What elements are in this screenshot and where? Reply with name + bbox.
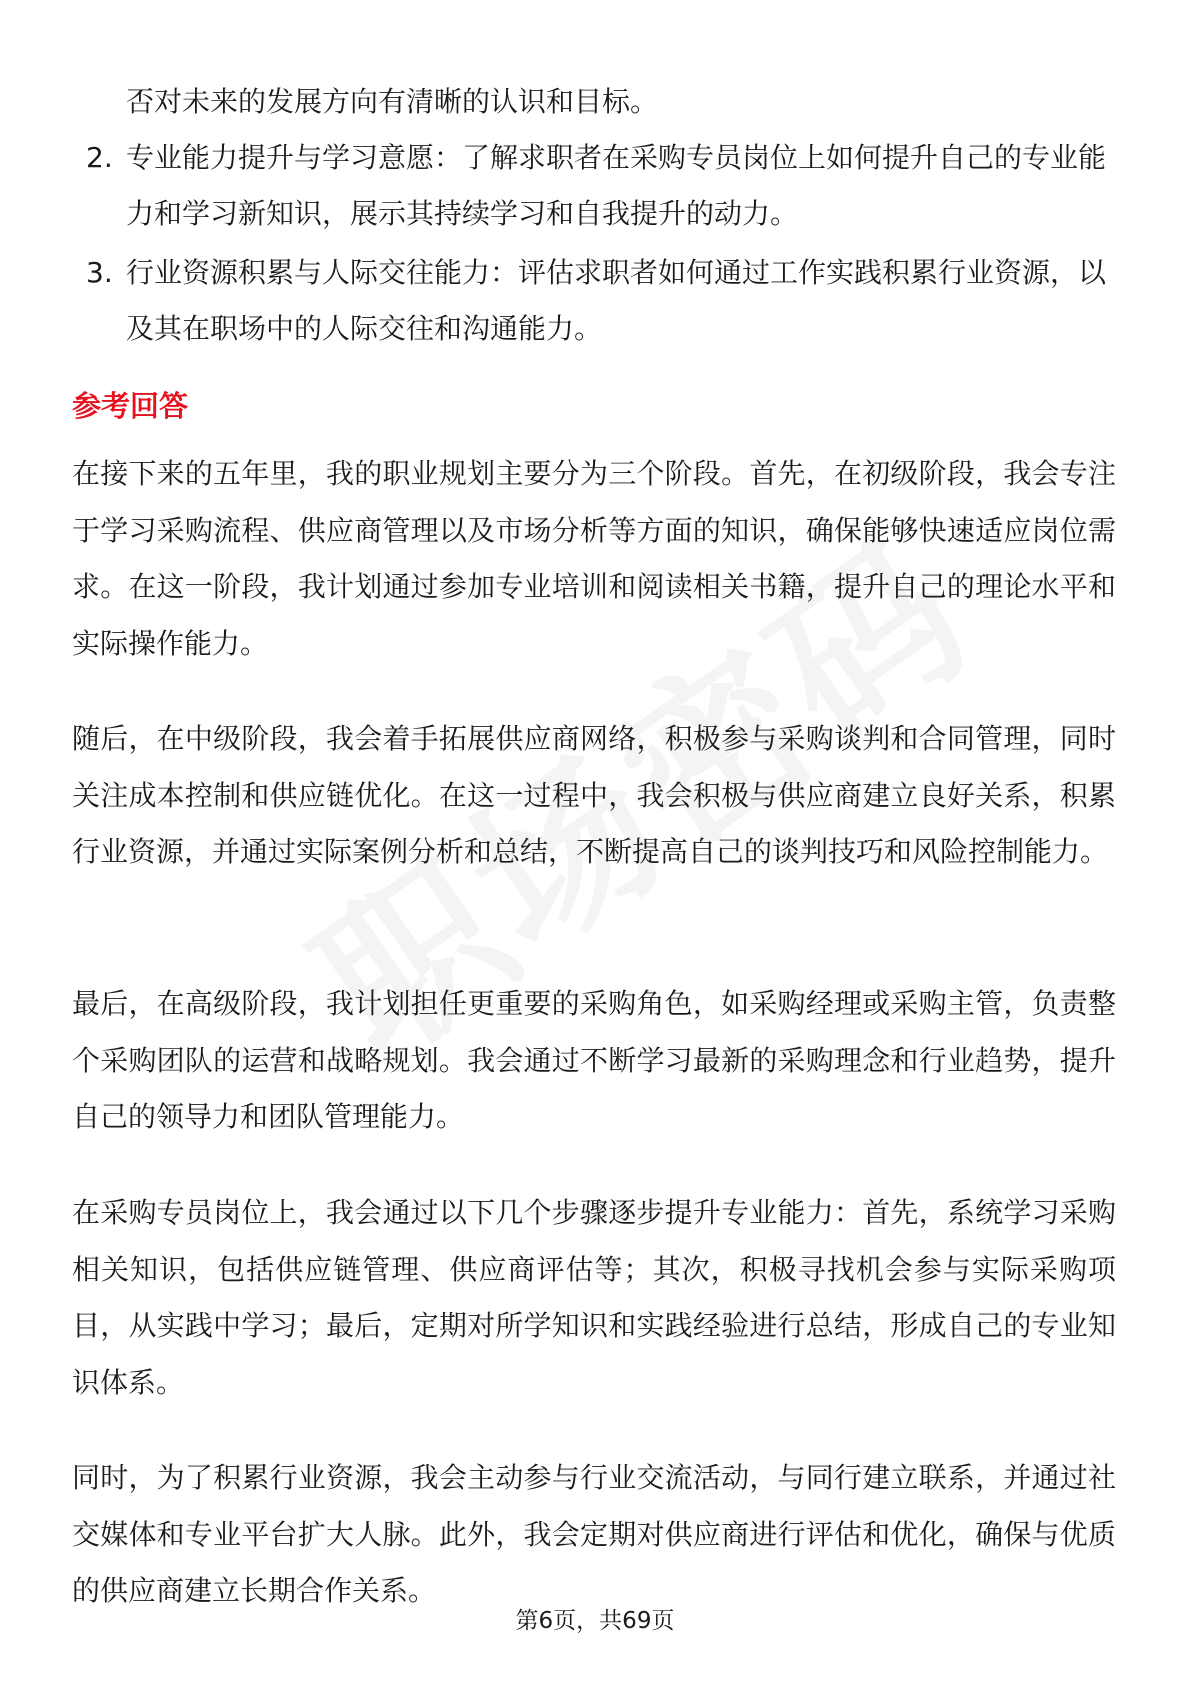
- list-item-text: 专业能力提升与学习意愿：了解求职者在采购专员岗位上如何提升自己的专业能力和学习新知识，展示其持续学习和自我提升的动力。: [126, 141, 1107, 230]
- answer-paragraph: 随后，在中级阶段，我会着手拓展供应商网络，积极参与采购谈判和合同管理，同时关注成本控制和供应链优化。在这一过程中，我会积极与供应商建立良好关系，积累行业资源，并通过实际案例分析和总结，不断提高自己的谈判技巧和风险控制能力。: [72, 722, 1116, 868]
- list-number: 2.: [86, 141, 113, 174]
- reference-answer-heading: 参考回答: [72, 389, 189, 423]
- question-focus-list: [86, 130, 1116, 360]
- list-item: [86, 245, 1116, 357]
- list-item-text: 行业资源积累与人际交往能力：评估求职者如何通过工作实践积累行业资源，以及其在职场中的人际交往和沟通能力。: [126, 256, 1107, 345]
- answer-paragraph: 最后，在高级阶段，我计划担任更重要的采购角色，如采购经理或采购主管，负责整个采购团队的运营和战略规划。我会通过不断学习最新的采购理念和行业趋势，提升自己的领导力和团队管理能力。: [72, 987, 1116, 1133]
- list-number: 3.: [86, 256, 113, 289]
- page-number-footer: 第6页，共69页: [515, 1608, 675, 1634]
- answer-paragraph: 同时，为了积累行业资源，我会主动参与行业交流活动，与同行建立联系，并通过社交媒体和专业平台扩大人脉。此外，我会定期对供应商进行评估和优化，确保与优质的供应商建立长期合作关系。: [72, 1461, 1116, 1607]
- list-item-continuation: 否对未来的发展方向有清晰的认识和目标。: [126, 85, 659, 118]
- answer-paragraph: 在采购专员岗位上，我会通过以下几个步骤逐步提升专业能力：首先，系统学习采购相关知识，包括供应链管理、供应商评估等；其次，积极寻找机会参与实际采购项目，从实践中学习；最后，定期对所学知识和实践经验进行总结，形成自己的专业知识体系。: [72, 1196, 1116, 1399]
- list-item: [86, 130, 1116, 242]
- answer-paragraph: 在接下来的五年里，我的职业规划主要分为三个阶段。首先，在初级阶段，我会专注于学习采购流程、供应商管理以及市场分析等方面的知识，确保能够快速适应岗位需求。在这一阶段，我计划通过参加专业培训和阅读相关书籍，提升自己的理论水平和实际操作能力。: [72, 457, 1116, 660]
